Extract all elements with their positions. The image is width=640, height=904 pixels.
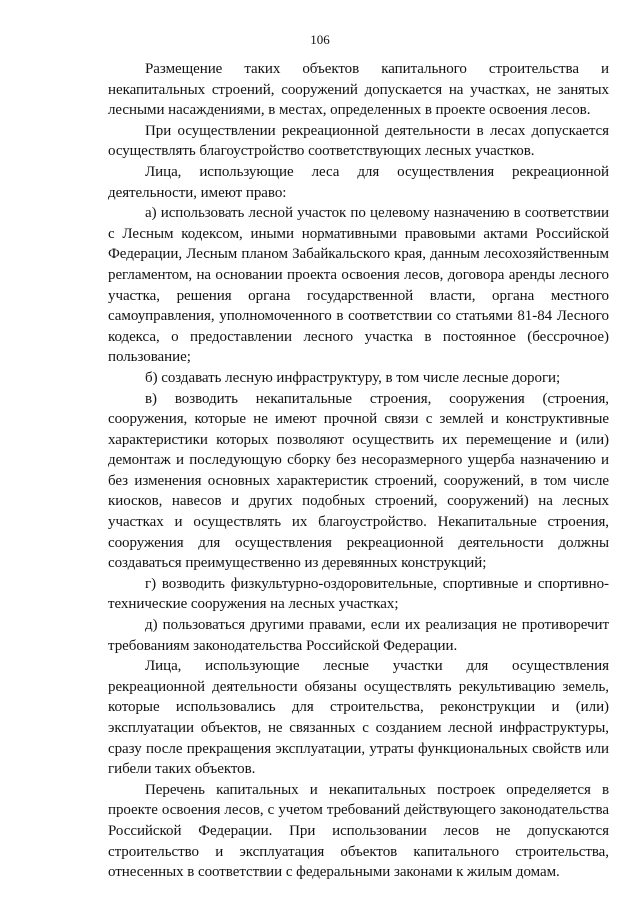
list-item-d: д) пользоваться другими правами, если их реализация не противоречит требованиям законодательства Российской Федерации. <box>108 617 609 654</box>
paragraph-buildings-list: Перечень капитальных и некапитальных построек определяется в проекте освоения лесов, с учетом требований действующего законодательства Российской Федерации. При использовании лесов не допускаются строительство и эксплуатация объектов капитального строительства, отнесенных в соответствии с федеральными законами к жилым домам. <box>108 781 609 881</box>
paragraph-placement: Размещение таких объектов капитального строительства и некапитальных строений, сооружений допускается на участках, не занятых лесными насаждениями, в местах, определенных в проекте освоения лесов. <box>108 61 609 119</box>
page-number: 106 <box>310 32 330 47</box>
list-item-v: в) возводить некапитальные строения, сооружения (строения, сооружения, которые не имеют прочной связи с землей и конструктивные характеристики которых позволяют осуществить их перемещение и (или) демонтаж и последующую сборку без несоразмерного ущерба назначению и без изменения основных характеристик строений, сооружений, в том числе киосков, навесов и других подобных строений, сооружений) на лесных участках и осуществлять их благоустройство. Некапитальные строения, сооружения для осуществления рекреационной деятельности должны создаваться преимущественно из деревянных конструкций; <box>108 390 609 572</box>
list-item-b: б) создавать лесную инфраструктуру, в том числе лесные дороги; <box>145 369 561 386</box>
page-body <box>108 59 609 883</box>
paragraph-improvement: При осуществлении рекреационной деятельности в лесах допускается осуществлять благоустройство соответствующих лесных участков. <box>108 122 609 160</box>
list-item-g: г) возводить физкультурно-оздоровительные, спортивные и спортивно-технические сооружения на лесных участках; <box>108 575 609 613</box>
paragraph-rights-intro: Лица, использующие леса для осуществления рекреационной деятельности, имеют право: <box>108 163 609 201</box>
paragraph-obligations: Лица, использующие лесные участки для осуществления рекреационной деятельности обязаны осуществлять рекультивацию земель, которые использовались для строительства, реконструкции и (или) эксплуатации объектов, не связанных с созданием лесной инфраструктуры, сразу после прекращения эксплуатации, утраты функциональных свойств или гибели таких объектов. <box>108 658 609 778</box>
list-item-a: а) использовать лесной участок по целевому назначению в соответствии с Лесным кодексом, иными нормативными правовыми актами Российской Федерации, Лесным планом Забайкальского края, данным лесохозяйственным регламентом, на основании проекта освоения лесов, договора аренды лесного участка, решения органа государственной власти, органа местного самоуправления, уполномоченного в соответствии со статьями 81-84 Лесного кодекса, о предоставлении лесного участка в постоянное (бессрочное) пользование; <box>108 205 609 366</box>
